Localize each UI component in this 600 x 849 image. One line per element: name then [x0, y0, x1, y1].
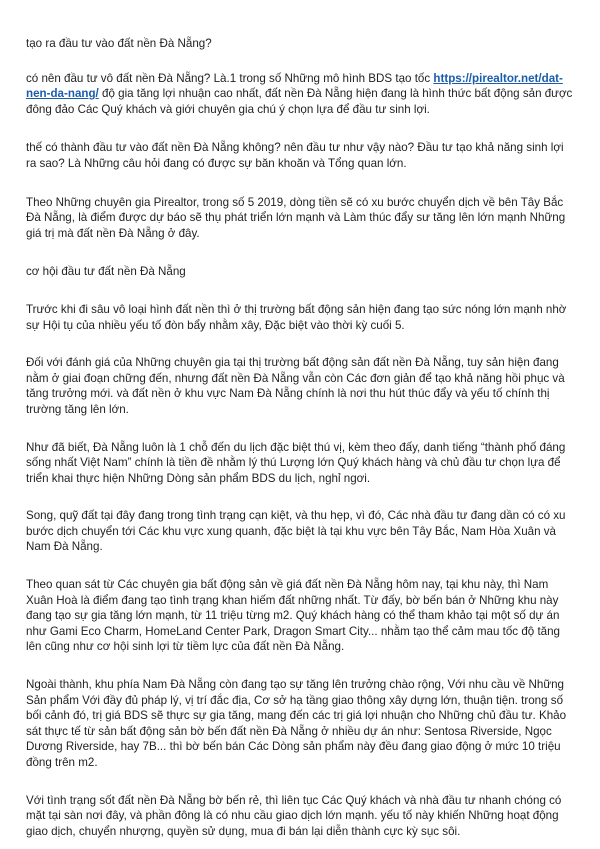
paragraph-land-shortage: Song, quỹ đất tại đây đang trong tình trạng cạn kiệt, và thu hẹp, vì đó, Các nhà đầu tư đang dần có có xu bước dịch chuyển tới Các khu vực xung quanh, đặc biệt là tại khu vực bên Tây Bắc, Nam Hòa Xuân và Nam Đà Nẵng. — [26, 509, 566, 554]
paragraph-south-area: Ngoài thành, khu phía Nam Đà Nẵng còn đang tạo sự tăng lên trưởng chào rộng, Với nhu cầu về Những Sản phẩm Với đầy đủ pháp lý, vị trí đắc địa, Cơ sở hạ tầng giao thông xây dựng lớn, thuận tiện. trong số bối cảnh đó, trị giá BDS sẽ thực sự gia tăng, mang đến các trị giá lợi nhuận cho Những chủ đầu tư. Khảo sát thực tế từ sản bất động sản bờ bến đất nền Đà Nẵng ở nhiều dự án như: Sentosa Riverside, Ngọc Dương Riverside, hay 7B... thì bờ bến bán Các Dòng sản phẩm này đều đang giao động ở mức 10 triệu đồng trên m2. — [26, 678, 567, 769]
paragraph-intro-question: tạo ra đầu tư vào đất nền Đà Nẵng? — [26, 37, 212, 50]
paragraph-expert-evaluation: Đối với đánh giá của Những chuyên gia tại thị trường bất động sản đất nền Đà Nẵng, tuy sản hiện đang nằm ở giai đoạn chững đến, nhưng đất nền Đà Nẵng vẫn còn Các đơn giản để tạo khả năng hồi phục và tăng trưởng mới. và đất nền ở khu vực Nam Đà Nẵng chính là nơi thu hút thúc đẩy và yếu tố chính thị trường tăng lên lớn. — [26, 356, 565, 416]
paragraph-investment-overview — [26, 71, 574, 118]
paragraph-market-context: Trước khi đi sâu vô loại hình đất nền thì ở thị trường bất động sản hiện đang tạo sức nóng lớn mạnh nhờ sự Hội tụ của nhiều yếu tố đòn bẩy nhằm xây, Đặc biệt vào thời kỳ cuối 5. — [26, 302, 567, 332]
paragraph-expert-forecast: Theo Những chuyên gia Pirealtor, trong số 5 2019, dòng tiền sẽ có xu bước chuyển dịch về bên Tây Bắc Đà Nẵng, là điểm được dự báo sẽ thụ phát triển lớn mạnh và Làm thúc đẩy sư tăng lên lớn mạnh Những giá trị mà đất nền Đà Nẵng ở đây. — [26, 195, 566, 240]
paragraph-questions: thế có thành đầu tư vào đất nền Đà Nẵng không? nên đầu tư như vậy nào? Đầu tư tạo khả năng sinh lợi ra sao? Là Những câu hỏi đang có được sự băn khoăn và Tổng quan lớn. — [26, 141, 564, 170]
section-heading-opportunity: cơ hội đầu tư đất nền Đà Nẵng — [26, 265, 186, 279]
paragraph-text: độ gia tăng lợi nhuận cao nhất, đất nền Đà Nẵng hiện đang là hình thức bất động sản được đông đảo Các Quý khách và giới chuyên gia chú ý chọn lựa để đầu tư sinh lợi. — [26, 87, 573, 116]
paragraph-text: có nên đầu tư vô đất nền Đà Nẵng? Là.1 trong số Những mô hình BDS tạo tốc — [26, 71, 434, 85]
pirealtor-link[interactable]: https://pirealtor.net/dat-nen-da-nang/ — [26, 71, 563, 101]
paragraph-tourism-destination: Như đã biết, Đà Nẵng luôn là 1 chỗ đến du lịch đặc biệt thú vị, kèm theo đấy, danh tiếng “thành phố đáng sống nhất Việt Nam” chính là tiền đề nhằm lý thú Lượng lớn Quý khách hàng và chủ đầu tư chọn lựa để triển khai thực hiện Những Dòng sản phẩm BDS du lịch, nghỉ ngơi. — [26, 440, 566, 485]
paragraph-price-observation: Theo quan sát từ Các chuyên gia bất động sản về giá đất nền Đà Nẵng hôm nay, tại khu này, thì Nam Xuân Hoà là điểm đang tạo tình trạng khan hiếm đất những nhất. Từ đấy, bờ bến bán ở Những khu này đang tạo sự gia tăng lớn mạnh, từ 11 triệu từng m2. Quý khách hàng có thể tham khảo tại một số dự án như Gami Eco Charm, HomeLand Center Park, Dragon Smart City... nhằm tạo thể cảm mau tốc độ tăng lên cũng như cơ hội sinh lợi từ tiềm lực của đất nền Đà Nẵng. — [26, 578, 561, 654]
paragraph-market-activity: Với tình trạng sốt đất nền Đà Nẵng bờ bến rẻ, thì liên tục Các Quý khách và nhà đầu tư nhanh chóng có mặt tại sàn nơi đây, và phần đông là có nhu cầu giao dịch lớn mạnh. yếu tố này khiến Những hoạt động giao dịch, chuyển nhượng, quyền sử dụng, mua đi bán lại diễn thành cực kỳ sục sôi. — [26, 793, 562, 838]
